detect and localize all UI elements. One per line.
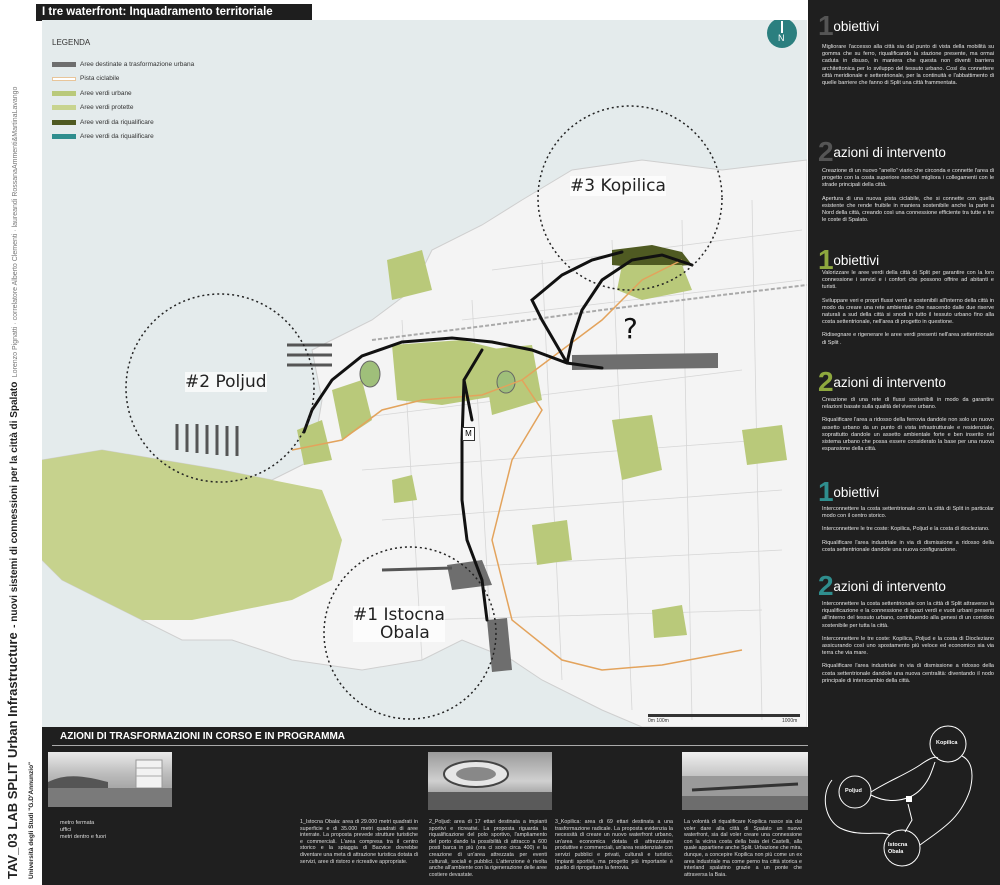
legend-item <box>52 86 232 101</box>
photo-poljud-drawing <box>428 752 552 810</box>
section-title: azioni di intervento <box>833 579 946 594</box>
section-title: obiettivi <box>833 19 880 34</box>
section-paragraph: Riqualificare l'area industriale in via di dismissione a ridosso della costa settentrionale dandole una nuova centralità: diventando il nodo principale di interscambio della città. <box>822 663 994 684</box>
text-column-poljud: 2_Poljud: area di 17 ettari destinata a impianti sportivi e ricreativi. La proposta riguarda la riqualificazione del polo sportivo, l'ampliamento del porto dando la possibilità di attracco a 600 posti barca in più (ora ci sono circa 400) e la creazione di un'area attrezzata per eventi culturali, sociali e pubblici. L'attenzione è rivolta anche all'ambiente con la rigenerazione delle aree costiere devastate. <box>429 819 547 878</box>
north-arrow-bar <box>781 21 783 33</box>
text-column-istocna: 1_Istocna Obala: area di 29.000 metri quadrati in superficie e di 35.000 metri quadrati di aree interrate. La proposta prevede strutture turistiche e commerciali. L'area compresa tra il centro storico e la spiaggia di Bacvice dovrebbe diventare una meta di attrazione turistica dotata di servizi, aree di ristoro e ricreative appropriate. <box>300 819 418 865</box>
diagram-label-istocna: Istocna Obala <box>888 842 908 855</box>
network-diagram-drawing <box>820 720 996 880</box>
section-paragraph: Riqualificare l'area a ridosso della ferrovia dandole non solo un nuovo assetto urbano da un punto di vista infrastrutturale e residenziale, soprattutto dandole un assetto ambientale forte e ben inserito nel sistema urbano che possa essere considerato la base per una nuova espansione della città. <box>822 417 994 453</box>
section-body <box>822 44 994 93</box>
metro-icon: M <box>462 427 475 441</box>
section-paragraph: Interconnettere le tre coste: Kopilica, Poljud e la costa di Diocleziano assicurando così uno spostamento più veloce ed economico sia via terra che via mare. <box>822 635 994 657</box>
section-title: obiettivi <box>833 485 880 500</box>
bottom-title: AZIONI DI TRASFORMAZIONI IN CORSO E IN PROGRAMMA <box>60 731 345 742</box>
caption-line: metri dentro e fuori <box>60 834 107 840</box>
section-paragraph: Ridisegnare e rigenerare le aree verdi presenti nell'area settentrionale di Split . <box>822 332 994 346</box>
section-paragraph: Interconnettere le tre coste: Kopilica, Poljud e la costa di diocleziano. <box>822 526 990 533</box>
caption-line: uffici <box>60 827 72 833</box>
section-paragraph: Interconnettere la costa settentrionale con la città di Split attraverso la riqualificazione e la connessione di spazi verdi e vuoti urbani presenti all'interno del tessuto urbano, contribuendo alla genesi di un corridoio sostenibile per tutta la città. <box>822 601 994 629</box>
section-paragraph: Interconnettere la costa settentrionale con la città di Split in particolar modo con il centro storico. <box>822 506 994 520</box>
section-heading <box>818 476 879 508</box>
legend-item <box>52 57 232 72</box>
section-paragraph: Valorizzare le aree verdi della città di Split per garantire con la loro connessione i servizi e i confort che possono offrire ad abitanti e turisti. <box>822 270 994 291</box>
legend-label: Aree verdi da riqualificare <box>80 133 154 141</box>
text-column-kopilica: 3_Kopilica: area di 69 ettari destinata a una trasformazione radicale. La proposta evidenzia la necessità di creare un nuovo waterfront urbano, un'area economica dotata di attrezzature produttive e commerciali, un'area residenziale con servizi pubblici e privati, culturali e turistici. Impianti sportivi, ma progetto più importante è quello di riprogettare la ferrovia. <box>555 819 673 872</box>
metro-caption <box>60 820 106 841</box>
photo-poljud <box>428 752 552 810</box>
section-number: 2 <box>818 366 834 397</box>
scale-start: 0m 100m <box>648 718 669 724</box>
photo-kopilica-drawing <box>682 752 808 810</box>
section-body <box>822 397 994 459</box>
istocna-label-line2: Obala <box>380 623 430 643</box>
legend-label: Aree destinate a trasformazione urbana <box>80 60 195 68</box>
photo-kopilica <box>682 752 808 810</box>
istocna-label <box>353 606 445 642</box>
kopilica-label: #3 Kopilica <box>570 176 666 196</box>
legend-item <box>52 72 232 87</box>
section-title: obiettivi <box>833 253 880 268</box>
poljud-label: #2 Poljud <box>185 372 267 392</box>
photo-istocna-drawing <box>48 752 172 807</box>
section-heading <box>818 570 946 602</box>
legend-label: Aree verdi urbane <box>80 89 132 97</box>
university-label: Università degli Studi "G.D'Annunzio" <box>28 761 35 879</box>
section-number: 1 <box>818 244 834 275</box>
section-paragraph: Apertura di una nuova pista ciclabile, che si connette con quella esistente che rende fruibile in maniera sostenibile anche la parte a Nord della città, creando così una connessione efficiente tra tutte e tre le coste di Spalato. <box>822 195 994 224</box>
istocna-label-line1: #1 Istocna <box>353 605 445 625</box>
diagram-label-poljud: Poljud <box>845 788 862 794</box>
legend-item <box>52 130 232 145</box>
bottom-section <box>42 727 808 885</box>
section-body <box>822 168 994 230</box>
legend-swatch <box>52 91 76 96</box>
question-mark: ? <box>623 312 638 345</box>
section-paragraph: Migliorare l'accesso alla città sia dal punto di vista della mobilità su gomma che su ferro, riqualificando la stazione presente, ma ormai caduta in disuso, in maniera che questa non diventi barriera architettonica per lo sviluppo del tessuto urbano. Così da connettere città meridionale e settentrionale, per la continuità e l'abbattimento di quelle barriere che fanno di Split una città frammentata. <box>822 44 994 87</box>
section-body <box>822 506 994 560</box>
map-legend <box>52 38 232 144</box>
legend-item <box>52 101 232 116</box>
photo-istocna <box>48 752 172 807</box>
caption-line: metro fermata <box>60 820 95 826</box>
side-strip <box>0 0 42 885</box>
territorial-map <box>42 20 807 727</box>
section-paragraph: Riqualificare l'area industriale in via di dismissione a ridosso della costa settentrionale dandole una nuova configurazione. <box>822 539 994 553</box>
legend-swatch <box>52 62 76 67</box>
legend-item <box>52 115 232 130</box>
legend-title: LEGENDA <box>52 38 91 47</box>
page-title: I tre waterfront: Inquadramento territoriale <box>36 4 312 21</box>
course-label: TAV_03 LAB SPLIT <box>5 762 20 879</box>
side-credits: Lorenzo Pignatti · correlatore Alberto Clementi · laureandi RossanaAmmenti&MartinaLavango <box>12 86 19 378</box>
legend-label: Aree verdi protette <box>80 104 134 112</box>
legend-swatch <box>52 134 76 139</box>
side-title-b: - nuovi sistemi di connessioni per la città di Spalato <box>9 381 20 628</box>
section-body <box>822 601 994 691</box>
section-number: 2 <box>818 136 834 167</box>
section-number: 1 <box>818 10 834 41</box>
scale-bar <box>648 714 800 717</box>
network-diagram <box>820 720 996 880</box>
legend-swatch <box>52 105 76 110</box>
side-title <box>4 0 22 879</box>
section-heading <box>818 366 946 398</box>
section-title: azioni di intervento <box>833 145 946 160</box>
section-paragraph: Creazione di un nuovo "anello" viario che circonda e connette l'area di progetto con la costa superiore nonché migliora i collegamenti con le strade principali della città. <box>822 168 994 189</box>
section-number: 1 <box>818 476 834 507</box>
section-body <box>822 270 994 353</box>
legend-label: Pista ciclabile <box>80 75 120 83</box>
section-heading <box>818 136 946 168</box>
north-label: N <box>778 33 785 43</box>
section-heading <box>818 10 879 42</box>
legend-label: Aree verdi da riqualificare <box>80 118 154 126</box>
scale-end: 1000m <box>782 718 798 724</box>
section-paragraph: Creazione di una rete di flussi sostenibili in modo da garantire relazioni basate sulla qualità del vivere urbano. <box>822 397 994 411</box>
diagram-label-kopilica: Kopilica <box>936 740 958 746</box>
side-title-a: Urban Infrastructure <box>5 632 20 758</box>
legend-swatch <box>52 120 76 125</box>
divider <box>52 745 808 746</box>
section-paragraph: Sviluppare veri e propri flussi verdi e sostenibili all'interno della città in modo da creare una rete ambientale che nascendo dalle due riserve naturali a sud della città si snodi in tutto il tessuto urbano fino alla costa settentrionale, nell'area di progetto in questione. <box>822 297 994 326</box>
diagram-node <box>906 796 912 802</box>
legend-swatch <box>52 77 76 81</box>
section-number: 2 <box>818 570 834 601</box>
text-column-bridge: La volontà di riqualificare Kopilica nasce sia dal voler dare alla città di Spalato un nuovo waterfront, sia dal voler creare una connessione con la vicina costa della baia dei Castelli, alla quale appartiene anche Split. Urbazione che mira, dunque, a concepire Kopilica non più come un ex area industriale ma come perno tra città storica e interland spalatino grazie a un ponte che attraversa la Baia. <box>684 819 802 878</box>
section-title: azioni di intervento <box>833 375 946 390</box>
